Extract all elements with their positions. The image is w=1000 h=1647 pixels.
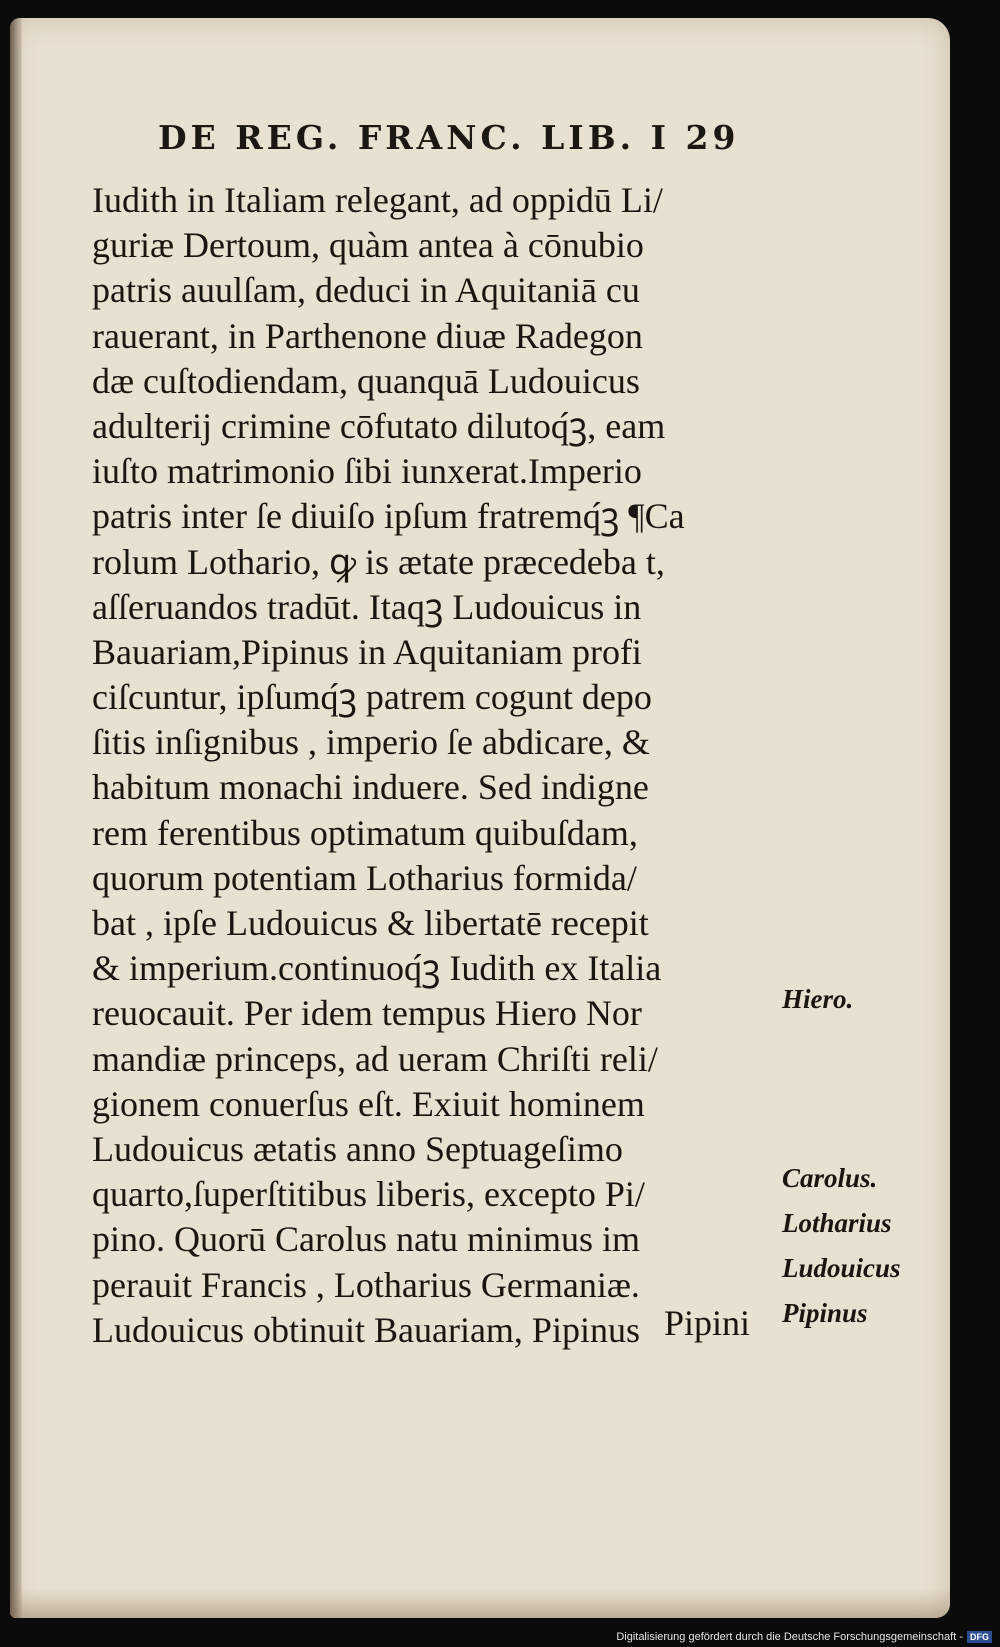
credit-text: Digitalisierung gefördert durch die Deutsche Forschungsgemeinschaft - bbox=[616, 1630, 963, 1643]
text-line: ſitis inſignibus , imperio ſe abdicare, & bbox=[92, 722, 650, 763]
text-line: aſſeruandos tradūt. Itaqꝫ Ludouicus in bbox=[92, 586, 642, 627]
text-line: rauerant, in Parthenone diuæ Radegon bbox=[92, 315, 643, 356]
text-line: Ludouicus ætatis anno Septuageſimo bbox=[92, 1128, 623, 1169]
text-line: patris auulſam, deduci in Aquitaniā cu bbox=[92, 270, 640, 311]
margin-note-pipinus: Pipinus bbox=[782, 1298, 868, 1328]
margin-note-carolus: Carolus. bbox=[782, 1163, 878, 1193]
text-line: guriæ Dertoum, quàm antea à cōnubio bbox=[92, 225, 644, 266]
text-line: rolum Lothario, ꝙ is ætate præcedeba t, bbox=[92, 541, 665, 582]
text-line: pino. Quorū Carolus natu minimus im bbox=[92, 1219, 640, 1260]
text-line: mandiæ princeps, ad ueram Chriſti reli/ bbox=[92, 1038, 658, 1079]
digitization-credit bbox=[616, 1631, 992, 1643]
text-line: ciſcuntur, ipſumq́ꝫ patrem cogunt depo bbox=[92, 677, 652, 718]
text-line: habitum monachi induere. Sed indigne bbox=[92, 767, 649, 808]
book-page bbox=[10, 18, 950, 1618]
text-line: quarto,ſuperſtitibus liberis, excepto Pi/ bbox=[92, 1174, 645, 1215]
catchword: Pipini bbox=[664, 1303, 751, 1343]
text-line: & imperium.continuoq́ꝫ Iudith ex Italia bbox=[92, 948, 662, 989]
text-line: dæ cuſtodiendam, quanquā Ludouicus bbox=[92, 360, 640, 401]
text-line: adulterij crimine cōfutato dilutoq́ꝫ, eam bbox=[92, 405, 666, 446]
text-line: bat , ipſe Ludouicus & libertatē recepit bbox=[92, 903, 649, 943]
text-line: patris inter ſe diuiſo ipſum fratremq́ꝫ ¶Ca bbox=[92, 496, 685, 537]
body-text bbox=[92, 178, 752, 1353]
text-line: quorum potentiam Lotharius formida/ bbox=[92, 857, 637, 898]
page-spine-shadow bbox=[10, 18, 22, 1618]
margin-note-ludouicus: Ludouicus bbox=[782, 1253, 901, 1283]
text-line: iuſto matrimonio ſibi iunxerat.Imperio bbox=[92, 451, 642, 492]
text-line: Ludouicus obtinuit Bauariam, Pipinus bbox=[92, 1309, 640, 1350]
text-line: reuocauit. Per idem tempus Hiero Nor bbox=[92, 993, 642, 1034]
text-line: perauit Francis , Lotharius Germaniæ. bbox=[92, 1264, 640, 1305]
page-bottom-stain bbox=[10, 1588, 950, 1618]
dfg-logo: DFG bbox=[967, 1631, 992, 1643]
text-line: Bauariam,Pipinus in Aquitaniam profi bbox=[92, 631, 642, 672]
running-header: DE REG. FRANC. LIB. I 29 bbox=[158, 118, 740, 157]
text-line: rem ferentibus optimatum quibuſdam, bbox=[92, 812, 638, 853]
margin-note-lotharius: Lotharius bbox=[782, 1208, 892, 1238]
text-line: Iudith in Italiam relegant, ad oppidū Li/ bbox=[92, 180, 663, 220]
margin-note-hiero: Hiero. bbox=[782, 984, 854, 1014]
text-line: gionem conuerſus eſt. Exiuit hominem bbox=[92, 1083, 645, 1124]
